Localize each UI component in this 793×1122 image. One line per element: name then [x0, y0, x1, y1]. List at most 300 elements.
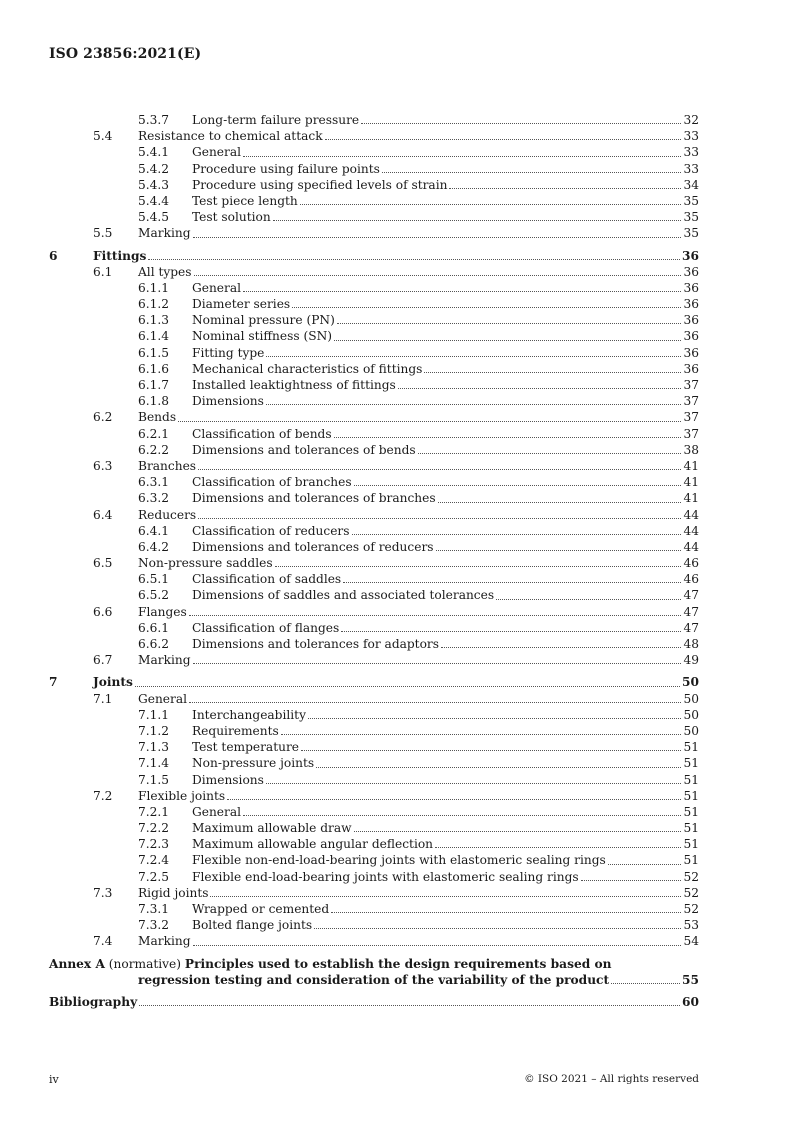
toc-entry-title-wrap: [192, 571, 699, 587]
toc-entry-number: 5.4.5: [138, 210, 170, 225]
toc-entry-page: 33: [683, 161, 699, 176]
toc-entry-page: 35: [683, 193, 699, 208]
dot-leader: [193, 662, 682, 664]
toc-entry-page: 36: [683, 264, 699, 279]
toc-entry-title: Dimensions and tolerances of reducers: [192, 539, 434, 554]
toc-entry-title-wrap: [192, 280, 699, 296]
dot-leader: [343, 581, 681, 583]
dot-leader: [334, 436, 682, 438]
annex-title-line2: regression testing and consideration of the variability of the product: [138, 972, 610, 987]
toc-entry-number: 6.1.3: [138, 313, 170, 328]
toc-entry-number: 6.3: [93, 458, 113, 473]
toc-bibliography-entry[interactable]: [49, 994, 699, 1010]
footer-page-number: iv: [49, 1073, 59, 1086]
toc-entry-7-3[interactable]: [49, 885, 699, 901]
toc-entry-7-3-1[interactable]: [49, 901, 699, 917]
dot-leader: [436, 549, 682, 551]
toc-entry-page: 44: [683, 507, 699, 522]
dot-leader: [435, 846, 681, 848]
toc-entry-title: Dimensions and tolerances of branches: [192, 491, 436, 506]
toc-entry-page: 36: [683, 313, 699, 328]
toc-entry-page: 47: [683, 604, 699, 619]
toc-entry-number: 6.6.2: [138, 637, 170, 651]
toc-entry-title: Rigid joints: [138, 885, 209, 900]
toc-entry-page: 36: [683, 345, 699, 360]
toc-entry-6-6-1[interactable]: [49, 620, 699, 636]
toc-entry-title: Dimensions of saddles and associated tolerances: [192, 588, 495, 603]
toc-entry-7-1-2[interactable]: [49, 723, 699, 739]
toc-entry-title: Reducers: [138, 507, 197, 522]
toc-entry-6-1-4[interactable]: [49, 328, 699, 344]
toc-entry-title-wrap: [192, 836, 699, 852]
dot-leader: [148, 258, 680, 260]
toc-entry-page: 54: [683, 934, 699, 949]
toc-entry-page: 51: [683, 804, 699, 819]
toc-entry-number: 6.4.1: [138, 523, 170, 538]
toc-entry-title-wrap: [192, 161, 699, 177]
annex-title-line1: Principles used to establish the design requirements based on: [184, 956, 612, 971]
toc-entry-title: Classification of reducers: [192, 523, 350, 538]
dot-leader: [449, 187, 681, 189]
toc-entry-6-1-3[interactable]: [49, 312, 699, 328]
toc-entry-page: 52: [683, 902, 699, 916]
dot-leader: [611, 982, 680, 984]
toc-entry-title-wrap: [192, 755, 699, 771]
toc-entry-number: 6.3.1: [138, 475, 170, 490]
dot-leader: [354, 830, 682, 832]
toc-entry-page: 50: [683, 707, 699, 722]
toc-entry-page: 48: [683, 637, 699, 651]
toc-entry-number: 6.2.1: [138, 426, 170, 441]
toc-entry-title: Dimensions: [192, 772, 264, 787]
toc-entry-6-1-7[interactable]: [49, 377, 699, 393]
toc-entry-number: 6.1.2: [138, 297, 170, 312]
dot-leader: [300, 203, 682, 205]
toc-entry-title: Dimensions and tolerances of bends: [192, 442, 416, 457]
toc-entry-title: Resistance to chemical attack: [138, 129, 323, 144]
toc-entry-title: General: [192, 804, 241, 819]
annex-type: (normative): [108, 956, 182, 971]
toc-entry-7-1-5[interactable]: [49, 772, 699, 788]
toc-entry-6-4-1[interactable]: [49, 523, 699, 539]
dot-leader: [314, 927, 681, 929]
toc-entry-page: 37: [683, 410, 699, 425]
toc-entry-title: Flexible joints: [138, 788, 226, 803]
toc-entry-number: 6.1.8: [138, 394, 170, 409]
toc-entry-title-wrap: [192, 901, 699, 917]
toc-entry-page: 44: [683, 523, 699, 538]
toc-entry-number: 6: [49, 248, 58, 263]
toc-entry-number: 6.6: [93, 604, 113, 619]
dot-leader: [337, 322, 682, 324]
toc-entry-title-wrap: [192, 620, 699, 636]
toc-entry-number: 7.3.1: [138, 902, 170, 916]
toc-entry-number: 6.7: [93, 653, 113, 668]
toc-entry-number: 6.2: [93, 410, 113, 425]
toc-entry-page: 37: [683, 394, 699, 409]
toc-entry-6-7[interactable]: [49, 652, 699, 668]
dot-leader: [135, 685, 680, 687]
toc-entry-title: Non-pressure joints: [192, 756, 315, 771]
toc-entry-title: Dimensions and tolerances for adaptors: [192, 637, 439, 651]
toc-entry-5-4-1[interactable]: [49, 144, 699, 160]
toc-entry-title-wrap: [192, 707, 699, 723]
toc-entry-title-wrap: [192, 345, 699, 361]
toc-entry-7-1[interactable]: [49, 691, 699, 707]
toc-entry-title: Interchangeability: [192, 707, 306, 722]
dot-leader: [198, 468, 681, 470]
toc-entry-title: Requirements: [192, 723, 279, 738]
toc-entry-6-2-1[interactable]: [49, 426, 699, 442]
toc-entry-title: General: [192, 280, 241, 295]
dot-leader: [189, 701, 681, 703]
toc-entry-7-1-3[interactable]: [49, 739, 699, 755]
toc-entry-number: 6.5.2: [138, 588, 170, 603]
toc-entry-7-2-2[interactable]: [49, 820, 699, 836]
toc-entry-title: Branches: [138, 458, 197, 473]
dot-leader: [441, 646, 681, 648]
toc-entry-7-2[interactable]: [49, 788, 699, 804]
toc-entry-number: 6.4.2: [138, 539, 170, 554]
toc-entry-number: 7.1: [93, 691, 113, 706]
toc-entry-6-5-1[interactable]: [49, 571, 699, 587]
toc-entry-number: 7.1.1: [138, 707, 170, 722]
toc-entry-title: Marking: [138, 653, 191, 668]
toc-entry-page: 51: [683, 853, 699, 868]
dot-leader: [281, 733, 682, 735]
toc-entry-title-wrap: [192, 177, 699, 193]
toc-entry-title: Flanges: [138, 604, 187, 619]
toc-entry-5-5[interactable]: [49, 225, 699, 241]
toc-entry-number: 5.4: [93, 129, 113, 144]
toc-entry-title: Diameter series: [192, 297, 291, 312]
toc-entry-page: 38: [683, 442, 699, 457]
toc-entry-page: 32: [683, 113, 699, 127]
toc-entry-title: Maximum allowable draw: [192, 821, 352, 836]
toc-entry-title-wrap: [138, 933, 699, 949]
dot-leader: [210, 895, 681, 897]
toc-entry-number: 7.2.3: [138, 837, 170, 852]
toc-entry-page: 35: [683, 210, 699, 225]
toc-entry-title-wrap: [192, 539, 699, 555]
toc-entry-number: 7.1.4: [138, 756, 170, 771]
toc-entry-title: Bolted flange joints: [192, 918, 313, 933]
toc-entry-title-wrap: [138, 264, 699, 280]
toc-entry-title: Dimensions: [192, 394, 264, 409]
toc-entry-title: Nominal stiffness (SN): [192, 329, 333, 344]
toc-entry-number: 7.1.3: [138, 740, 170, 755]
toc-entry-number: 6.1.1: [138, 280, 170, 295]
toc-entry-title-wrap: [192, 393, 699, 409]
toc-entry-page: 36: [683, 329, 699, 344]
toc-entry-number: 7.2: [93, 788, 113, 803]
toc-entry-page: 47: [683, 588, 699, 603]
toc-entry-6-3-1[interactable]: [49, 474, 699, 490]
toc-entry-title: Nominal pressure (PN): [192, 313, 335, 328]
toc-entry-number: 6.5.1: [138, 572, 170, 587]
toc-entry-page: 36: [683, 361, 699, 376]
toc-entry-page: 37: [683, 378, 699, 392]
toc-entry-number: 7.2.5: [138, 869, 170, 884]
toc-entry-title-wrap: [192, 869, 699, 885]
dot-leader: [266, 782, 682, 784]
toc-entry-title: Test solution: [192, 210, 271, 225]
dot-leader: [193, 236, 682, 238]
toc-entry-title: Wrapped or cemented: [192, 902, 330, 916]
toc-entry-6-1-6[interactable]: [49, 361, 699, 377]
toc-entry-page: 37: [683, 426, 699, 441]
toc-entry-6-1-8[interactable]: [49, 393, 699, 409]
toc-entry-title-wrap: [138, 225, 699, 241]
toc-entry-title-wrap: [192, 296, 699, 312]
toc-entry-6-1[interactable]: [49, 264, 699, 280]
toc-entry-number: 7.3.2: [138, 918, 170, 933]
toc-entry-title-wrap: [192, 772, 699, 788]
toc-entry-title-wrap: [138, 507, 699, 523]
toc-entry-title-wrap: [192, 804, 699, 820]
toc-entry-title: Flexible end-load-bearing joints with elastomeric sealing rings: [192, 869, 579, 884]
toc-entry-7-1-1[interactable]: [49, 707, 699, 723]
toc-entry-6-1-1[interactable]: [49, 280, 699, 296]
toc-entry-page: 51: [683, 772, 699, 787]
toc-entry-title-wrap: [192, 312, 699, 328]
toc-entry-title-wrap: [192, 587, 699, 603]
toc-entry-number: 6.2.2: [138, 442, 170, 457]
toc-entry-title-wrap: [192, 328, 699, 344]
toc-entry-title: Marking: [138, 934, 191, 949]
toc-entry-page: 49: [683, 653, 699, 668]
dot-leader: [198, 517, 681, 519]
toc-entry-6-3-2[interactable]: [49, 490, 699, 506]
toc-entry-6-1-5[interactable]: [49, 345, 699, 361]
toc-entry-title-wrap: [192, 377, 699, 393]
toc-entry-number: 5.4.3: [138, 177, 170, 192]
toc-entry-5-4-4[interactable]: [49, 193, 699, 209]
toc-entry-page: 52: [683, 885, 699, 900]
toc-entry-6-6-2[interactable]: [49, 636, 699, 652]
dot-leader: [273, 219, 682, 221]
toc-entry-title: All types: [138, 264, 192, 279]
document-header: ISO 23856:2021(E): [49, 46, 202, 62]
toc-entry-title-wrap: [192, 426, 699, 442]
toc-entry-title: General: [192, 145, 241, 160]
toc-entry-5-4[interactable]: [49, 128, 699, 144]
toc-entry-title: Marking: [138, 226, 191, 241]
toc-entry-title: Mechanical characteristics of fittings: [192, 361, 423, 376]
toc-entry-title-wrap: [138, 458, 699, 474]
toc-entry-number: 7.2.4: [138, 853, 170, 868]
toc-entry-6-4[interactable]: [49, 507, 699, 523]
dot-leader: [275, 565, 682, 567]
toc-entry-page: 33: [683, 129, 699, 144]
toc-entry-page: 51: [683, 740, 699, 755]
toc-entry-page: 33: [683, 145, 699, 160]
toc-entry-6-2-2[interactable]: [49, 442, 699, 458]
dot-leader: [189, 614, 682, 616]
toc-entry-title: Maximum allowable angular deflection: [192, 837, 434, 852]
toc-entry-6-3[interactable]: [49, 458, 699, 474]
toc-entry-page: 51: [683, 756, 699, 771]
toc-entry-title-wrap: [192, 490, 699, 506]
toc-entry-title: Installed leaktightness of fittings: [192, 378, 396, 392]
toc-entry-number: 7.1.5: [138, 772, 170, 787]
toc-entry-title-wrap: [138, 885, 699, 901]
toc-entry-page: 41: [683, 491, 699, 506]
toc-entry-title: Classification of saddles: [192, 572, 342, 587]
annex-label: Annex A: [49, 956, 105, 971]
toc-entry-title-wrap: [192, 474, 699, 490]
toc-entry-title-wrap: [192, 739, 699, 755]
toc-entry-title: Long-term failure pressure: [192, 113, 360, 127]
toc-entry-number: 7.3: [93, 885, 113, 900]
toc-entry-page: 50: [682, 675, 699, 690]
toc-entry-6-6[interactable]: [49, 604, 699, 620]
toc-entry-title-wrap: [192, 820, 699, 836]
toc-entry-page: 36: [683, 297, 699, 312]
dot-leader: [496, 598, 681, 600]
toc-entry-7-2-3[interactable]: [49, 836, 699, 852]
toc-entry-7-2-5[interactable]: [49, 869, 699, 885]
toc-entry-title-wrap: [93, 674, 699, 690]
toc-entry-page: 53: [683, 918, 699, 933]
toc-entry-page: 51: [683, 821, 699, 836]
toc-entry-page: 36: [683, 280, 699, 295]
toc-entry-title: Non-pressure saddles: [138, 556, 273, 571]
toc-entry-page: 50: [683, 723, 699, 738]
toc-entry-number: 5.4.2: [138, 161, 170, 176]
toc-entry-title-wrap: [192, 852, 699, 868]
toc-entry-number: 7: [49, 675, 58, 690]
dot-leader: [266, 403, 682, 405]
toc-entry-7-2-4[interactable]: [49, 852, 699, 868]
toc-entry-number: 6.4: [93, 507, 113, 522]
dot-leader: [243, 155, 681, 157]
toc-entry-title-wrap: [192, 112, 699, 128]
toc-entry-number: 6.1.5: [138, 345, 170, 360]
toc-entry-title-wrap: [93, 248, 699, 264]
toc-entry-title: Bends: [138, 410, 177, 425]
toc-entry-number: 7.2.2: [138, 821, 170, 836]
dot-leader: [243, 814, 681, 816]
toc-entry-title-wrap: [138, 128, 699, 144]
table-of-contents: [49, 112, 699, 1010]
dot-leader: [193, 944, 682, 946]
toc-entry-page: 35: [683, 226, 699, 241]
dot-leader: [194, 274, 682, 276]
toc-entry-number: 6.3.2: [138, 491, 170, 506]
toc-entry-6-1-2[interactable]: [49, 296, 699, 312]
dot-leader: [316, 766, 681, 768]
toc-entry-page: 41: [683, 475, 699, 490]
toc-entry-page: 50: [683, 691, 699, 706]
toc-entry-5-4-3[interactable]: [49, 177, 699, 193]
toc-entry-title: Classification of bends: [192, 426, 332, 441]
toc-entry-number: 6.6.1: [138, 620, 170, 635]
dot-leader: [325, 138, 682, 140]
toc-entry-title-wrap: [138, 788, 699, 804]
toc-entry-5-4-5[interactable]: [49, 209, 699, 225]
toc-entry-title-wrap: [192, 209, 699, 225]
toc-entry-title-wrap: [138, 555, 699, 571]
toc-entry-page: 36: [682, 248, 699, 263]
dot-leader: [243, 290, 681, 292]
dot-leader: [352, 533, 682, 535]
toc-entry-5-3-7[interactable]: [49, 112, 699, 128]
toc-entry-title-wrap: [192, 442, 699, 458]
toc-entry-6[interactable]: [49, 248, 699, 264]
dot-leader: [308, 717, 682, 719]
dot-leader: [227, 798, 681, 800]
toc-entry-title: General: [138, 691, 187, 706]
toc-entry-7[interactable]: [49, 674, 699, 690]
toc-entry-title-wrap: [192, 523, 699, 539]
toc-annex-entry[interactable]: [49, 956, 699, 988]
toc-entry-title: Test piece length: [192, 193, 298, 208]
toc-entry-number: 6.1.6: [138, 361, 170, 376]
toc-entry-7-3-2[interactable]: [49, 917, 699, 933]
toc-entry-6-5-2[interactable]: [49, 587, 699, 603]
toc-entry-7-2-1[interactable]: [49, 804, 699, 820]
dot-leader: [301, 749, 682, 751]
dot-leader: [418, 452, 682, 454]
toc-entry-title-wrap: [192, 361, 699, 377]
toc-entry-title-wrap: [138, 691, 699, 707]
dot-leader: [331, 911, 681, 913]
dot-leader: [334, 339, 681, 341]
toc-entry-number: 7.4: [93, 934, 113, 949]
toc-entry-title-wrap: [192, 917, 699, 933]
dot-leader: [266, 355, 681, 357]
toc-entry-title: Classification of branches: [192, 475, 352, 490]
toc-entry-number: 7.2.1: [138, 804, 170, 819]
footer-copyright: © ISO 2021 – All rights reserved: [524, 1073, 699, 1085]
toc-entry-5-4-2[interactable]: [49, 161, 699, 177]
toc-entry-number: 5.5: [93, 226, 113, 241]
toc-entry-7-4[interactable]: [49, 933, 699, 949]
toc-entry-page: 47: [683, 620, 699, 635]
toc-entry-title: Classification of flanges: [192, 620, 340, 635]
toc-entry-number: 7.1.2: [138, 723, 170, 738]
annex-page: 55: [682, 972, 699, 987]
toc-entry-7-1-4[interactable]: [49, 755, 699, 771]
dot-leader: [382, 171, 682, 173]
toc-entry-page: 44: [683, 539, 699, 554]
toc-entry-page: 46: [683, 572, 699, 587]
toc-entry-number: 5.3.7: [138, 113, 170, 127]
toc-entry-title-wrap: [192, 636, 699, 652]
toc-entry-number: 6.1.4: [138, 329, 170, 344]
toc-entry-title-wrap: [192, 144, 699, 160]
toc-entry-page: 41: [683, 458, 699, 473]
dot-leader: [361, 122, 681, 124]
dot-leader: [581, 879, 682, 881]
dot-leader: [608, 863, 682, 865]
dot-leader: [398, 387, 682, 389]
dot-leader: [292, 306, 681, 308]
toc-entry-title: Joints: [93, 675, 133, 690]
toc-entry-title-wrap: [138, 652, 699, 668]
dot-leader: [438, 501, 682, 503]
toc-entry-6-5[interactable]: [49, 555, 699, 571]
toc-entry-title: Procedure using failure points: [192, 161, 380, 176]
toc-entry-title: Procedure using specified levels of strain: [192, 177, 448, 192]
toc-entry-title: Test temperature: [192, 740, 299, 755]
toc-entry-page: 51: [683, 837, 699, 852]
toc-entry-6-4-2[interactable]: [49, 539, 699, 555]
toc-entry-title: Fittings: [93, 248, 147, 263]
bibliography-page: 60: [682, 994, 699, 1009]
toc-entry-6-2[interactable]: [49, 409, 699, 425]
